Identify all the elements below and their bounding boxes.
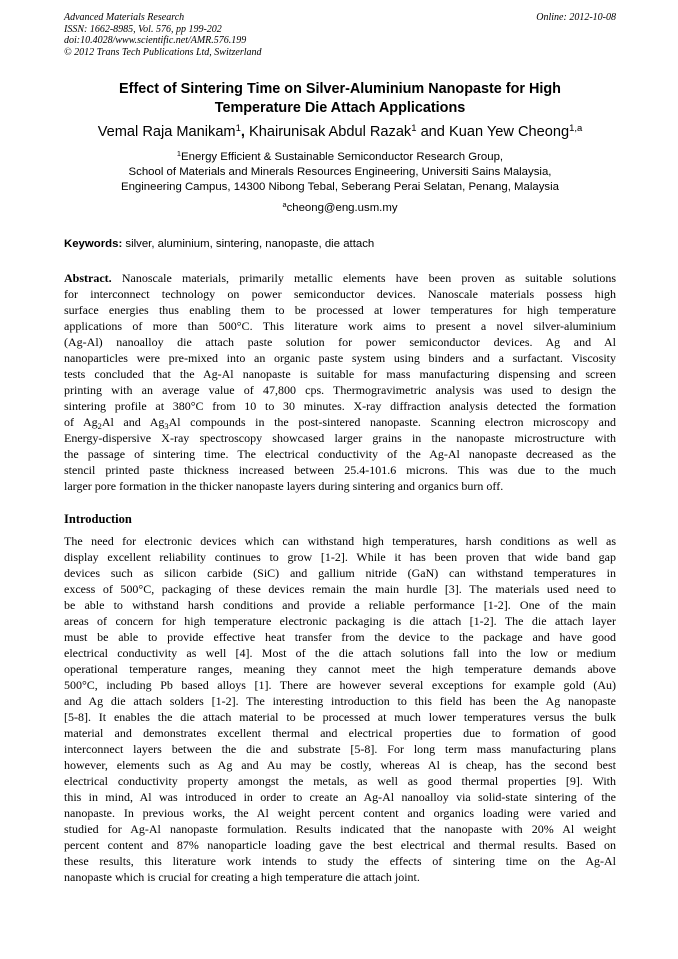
affiliation [64, 150, 616, 195]
author-list: Vemal Raja Manikam$^1$, Khairunisak Abdul Razak$^1$ and Kuan Yew Cheong$^{1,a}$ [97, 122, 583, 140]
abstract-line: larger pore formation in the thicker nanopaste layers during sintering and organics burn off. [64, 479, 504, 493]
author-1-affil: 1 [235, 122, 241, 134]
abstract-line: for interconnect technology on power semiconductor devices. Nanoscale materials possess high [64, 287, 616, 301]
introduction-line: devices such as silicon carbide (SiC) and gallium nitride (GaN) can withstand temperatures in [64, 566, 616, 580]
introduction-line: The need for electronic devices which can withstand high temperatures, harsh conditions as well as [64, 534, 616, 548]
abstract-label: Abstract. [64, 271, 112, 285]
abstract-line: Energy-dispersive X-ray spectroscopy showcased larger grains in the nanopaste microstructure with [64, 431, 616, 445]
introduction-line: electrical conductivity as well [4]. Most of the die attach solutions fall into the low or medium [64, 646, 616, 660]
keywords [64, 237, 616, 252]
affil-line-3: Engineering Campus, 14300 Nibong Tebal, Seberang Perai Selatan, Penang, Malaysia [121, 181, 559, 193]
section-heading-introduction: Introduction [64, 512, 132, 526]
introduction-line: areas of concern for high temperature electronic packaging is die attach [1-2]. The die attach layer [64, 614, 616, 628]
abstract-line: the passage of sintering time. The electrical conductivity of the Ag-Al nanopaste decreased as the [64, 447, 616, 461]
abstract-line: surface energies thus enabling them to be processed at lower temperatures for high temperature [64, 303, 616, 317]
abstract-line: applications of more than 500°C. This literature work aims to present a novel silver-aluminium [64, 319, 616, 333]
affil-line-1: Energy Efficient & Sustainable Semiconductor Research Group, [181, 151, 504, 163]
abstract-line: sintering profile at 380°C from 10 to 30 minutes. X-ray diffraction analysis detected the formation [64, 399, 616, 413]
contact-email [64, 201, 616, 216]
abstract-line: nanoparticles were pre-mixed into an organic paste system using binders and a surfactant. Viscosity [64, 351, 616, 365]
affil-line-2: School of Materials and Minerals Resources Engineering, Universiti Sains Malaysia, [128, 166, 552, 178]
copyright-line: © 2012 Trans Tech Publications Ltd, Switzerland [64, 46, 262, 58]
author-3-affil: 1,a [569, 122, 583, 134]
email-address: cheong@eng.usm.my [286, 202, 398, 214]
introduction-line: operational temperature ranges, meaning they cannot meet the high temperature demands above [64, 662, 616, 676]
introduction-body [64, 533, 616, 885]
introduction-line: 500°C, including Pb based alloys [1]. There are however several exceptions for example gold (Au) [64, 678, 616, 692]
abstract-line: printing with an average value of 47,800 cps. Thermogravimetric analysis was used to design the [64, 383, 616, 397]
journal-name: Advanced Materials Research [64, 12, 185, 23]
introduction-line: however, elements such as Ag and Au may be costly, whereas Al is cheap, has the second best [64, 758, 616, 772]
email-marker: a [282, 199, 287, 209]
keywords-text: silver, aluminium, sintering, nanopaste, die attach [122, 238, 375, 250]
abstract-line: (Ag-Al) nanoalloy die attach paste solution for power semiconductor devices. Ag and Al [64, 335, 616, 349]
title-line-2: Temperature Die Attach Applications [214, 100, 466, 116]
paper-title [64, 80, 616, 118]
abstract-line: tests concluded that the Ag-Al nanopaste is suitable for mass manufacturing dispensing and screen [64, 367, 616, 381]
author-1: Vemal Raja Manikam [97, 124, 236, 140]
author-2-affil: 1 [411, 122, 417, 134]
online-date: Online: 2012-10-08 [536, 12, 616, 23]
journal-header [64, 12, 616, 58]
introduction-line: this in mind, Al was introduced in order to create an Ag-Al nanoalloy via solid-state sintering of the [64, 790, 616, 804]
keywords-label: Keywords: [64, 238, 123, 250]
introduction-line: electrical conductivity property amongst the metals, as well as good thermal properties [9]. With [64, 774, 616, 788]
introduction-line: nanopaste which is crucial for creating a high temperature die attach joint. [64, 870, 420, 884]
introduction-line: must be able to provide effective heat transfer from the device to the package and have good [64, 630, 616, 644]
introduction-line: studied for Ag-Al nanopaste formulation. Results indicated that the nanopaste with 20% Al weight [64, 822, 616, 836]
introduction-line: [5-8]. It enables the die attach material to be processed at much lower temperatures versus the bulk [64, 710, 616, 724]
abstract [64, 270, 616, 494]
abstract-line: stencil printed paste thickness increased between 25.4-101.6 microns. This was due to the much [64, 463, 616, 477]
author-conjunction: and [416, 124, 449, 140]
issn-line: ISSN: 1662-8985, Vol. 576, pp 199-202 [64, 23, 222, 35]
introduction-line: interconnect layers between the die and substrate [5-8]. For long term mass manufacturing plans [64, 742, 616, 756]
introduction-line: excess of 500°C, packaging of these devices remain the main hurdle [3]. The materials used need to [64, 582, 616, 596]
introduction-line: be able to withstand harsh conditions and provide a reliable performance [1-2]. One of the main [64, 598, 616, 612]
introduction-line: and Ag die attach solders [1-2]. The interesting introduction to this field has been the Ag nanopaste [64, 694, 616, 708]
introduction-line: display excellent reliability continues to grow [1-2]. While it has been proven that wide band gap [64, 550, 616, 564]
introduction-line: material and demonstrates excellent thermal and electrical properties due to formation of good [64, 726, 616, 740]
title-line-1: Effect of Sintering Time on Silver-Aluminium Nanopaste for High [119, 81, 561, 97]
introduction-line: nanopaste. In previous works, the Al weight percent content and organics loading were varied and [64, 806, 616, 820]
author-3: Kuan Yew Cheong [448, 124, 570, 140]
doi-line: doi:10.4028/www.scientific.net/AMR.576.199 [64, 35, 247, 46]
author-2: Khairunisak Abdul Razak [248, 124, 412, 140]
introduction-line: these results, this literature work intends to study the effects of sintering time on the Ag-Al [64, 854, 616, 868]
introduction-line: percent content and 87% nanoparticle loading gave the best electrical and thermal results. Based on [64, 838, 616, 852]
abstract-line: of $Ag_2Al$ and $Ag_3Al$ compounds in the post-sintered nanopaste. Scanning electron microscopy and [64, 415, 616, 431]
affil-marker: 1 [176, 148, 182, 158]
abstract-line: Nanoscale materials, primarily metallic elements have been proven as suitable solutions [111, 271, 616, 285]
